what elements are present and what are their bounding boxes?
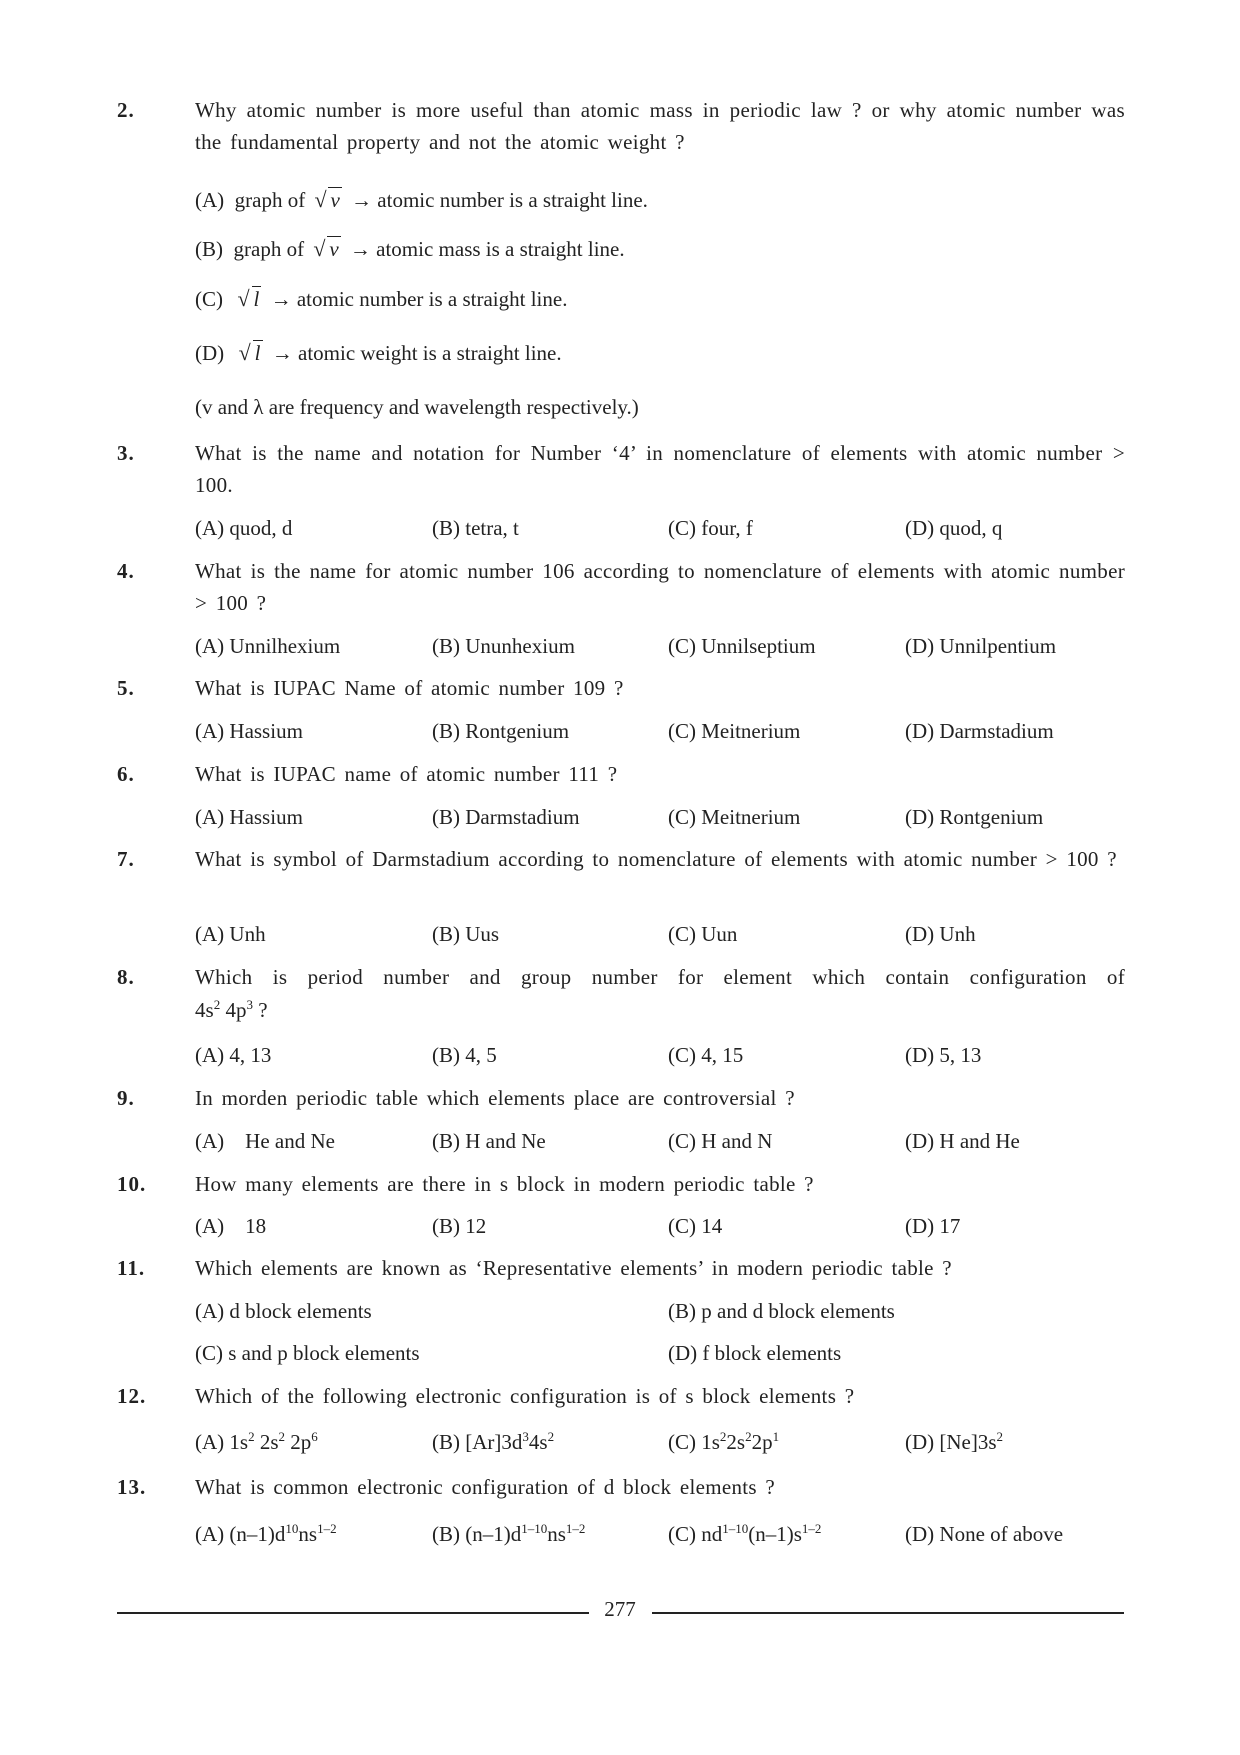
option-text: (B) [Ar]3d <box>432 1430 523 1454</box>
superscript: 1–2 <box>317 1521 337 1536</box>
configuration: $4s^2$ $4p^3$ ? <box>195 997 268 1022</box>
option-text: 2s <box>254 1430 279 1454</box>
option-c <box>668 1522 821 1547</box>
option-a: (A) 4, 13 <box>195 1043 272 1067</box>
superscript: 1–10 <box>521 1521 548 1536</box>
option-d: (D) quod, q <box>905 516 1003 540</box>
question-number: 2. <box>117 98 135 122</box>
square-root: √ l <box>238 287 262 312</box>
question-number: 10. <box>117 1172 147 1196</box>
option-d: (D) f block elements <box>668 1341 842 1365</box>
option-text: 2s <box>726 1430 746 1454</box>
option-d: (D) H and He <box>905 1129 1020 1153</box>
option-b: (B) tetra, t <box>432 516 519 540</box>
question-number: 3. <box>117 441 135 465</box>
superscript: 1–2 <box>801 1521 822 1536</box>
option-c: (C) H and N <box>668 1129 773 1153</box>
option-a: (A) d block elements <box>195 1299 372 1323</box>
option-a: (A) Hassium <box>195 719 303 743</box>
option-text: (B) (n–1)d <box>432 1522 522 1546</box>
option-text: (D) [Ne]3s <box>905 1430 997 1454</box>
question-number: 13. <box>117 1475 147 1499</box>
option-text: 2p <box>751 1430 773 1454</box>
option-c: (C) Uun <box>668 922 738 946</box>
question-text: What is symbol of Darmstadium according to nomenclature of elements with atomic number > 100 ? <box>195 847 1117 871</box>
question-text: Which elements are known as ‘Representative elements’ in modern periodic table ? <box>195 1256 952 1280</box>
option-text: ns <box>298 1522 318 1546</box>
option-a <box>195 1522 337 1547</box>
option-a: (A) graph of √ v → atomic number is a straight line. <box>195 188 648 213</box>
question-number: 6. <box>117 762 135 786</box>
superscript: 10 <box>285 1521 299 1536</box>
superscript: 2 <box>996 1429 1004 1444</box>
question-text: What is the name for atomic number 106 according to nomenclature of elements with atomic number > 100 ? <box>195 559 1125 615</box>
question-text: What is IUPAC name of atomic number 111 ? <box>195 762 618 786</box>
option-b: (B) Uus <box>432 922 500 946</box>
superscript: 2 <box>248 1429 255 1444</box>
question-number: 7. <box>117 847 135 871</box>
option-c: (C) Meitnerium <box>668 719 801 743</box>
question-number: 8. <box>117 965 135 989</box>
option-d: (D) 5, 13 <box>905 1043 982 1067</box>
question-number: 5. <box>117 676 135 700</box>
option-a <box>195 1430 318 1455</box>
superscript: 2 <box>547 1429 555 1444</box>
superscript: 2 <box>719 1429 727 1444</box>
question-text: What is common electronic configuration of d block elements ? <box>195 1475 776 1499</box>
option-a: (A) 18 <box>195 1214 267 1238</box>
option-b: (B) 12 <box>432 1214 487 1238</box>
option-text: 2p <box>285 1430 312 1454</box>
square-root: √ l <box>239 341 263 366</box>
superscript: 2 <box>278 1429 286 1444</box>
option-b: (B) 4, 5 <box>432 1043 497 1067</box>
option-c: (C) s and p block elements <box>195 1341 420 1365</box>
option-c: (C) Meitnerium <box>668 805 801 829</box>
option-d: (D) 17 <box>905 1214 961 1238</box>
option-b: (B) H and Ne <box>432 1129 546 1153</box>
option-b: (B) Rontgenium <box>432 719 570 743</box>
superscript: 3 <box>522 1429 529 1444</box>
option-text: (C) nd <box>668 1522 723 1546</box>
question-note: (v and λ are frequency and wavelength respectively.) <box>195 395 639 419</box>
option-d <box>905 1430 1003 1455</box>
superscript: 2 <box>745 1429 752 1444</box>
question-text: Which of the following electronic configuration is of s block elements ? <box>195 1384 855 1408</box>
option-d: (D) Darmstadium <box>905 719 1054 743</box>
page-number: 277 <box>604 1597 636 1621</box>
option-b: (B) graph of √ v → atomic mass is a straight line. <box>195 237 625 262</box>
superscript: 1 <box>772 1429 780 1444</box>
option-c: (C) 14 <box>668 1214 723 1238</box>
option-a: (A) quod, d <box>195 516 293 540</box>
question-text: What is IUPAC Name of atomic number 109 ? <box>195 676 624 700</box>
option-c: (C) Unnilseptium <box>668 634 816 658</box>
superscript: 1–2 <box>565 1521 586 1536</box>
option-b: (B) p and d block elements <box>668 1299 895 1323</box>
square-root: √ v <box>314 188 341 213</box>
option-text: (C) 1s <box>668 1430 720 1454</box>
question-number: 4. <box>117 559 135 583</box>
question-text: Why atomic number is more useful than atomic mass in periodic law ? or why atomic number was the fundamental property and not the atomic weight ? <box>195 98 1125 154</box>
option-c: (C) four, f <box>668 516 753 540</box>
option-a: (A) Hassium <box>195 805 303 829</box>
option-a: (A) He and Ne <box>195 1129 335 1153</box>
option-a: (A) Unnilhexium <box>195 634 341 658</box>
option-text: (A) (n–1)d <box>195 1522 286 1546</box>
footer-rule-left <box>117 1612 589 1614</box>
question-number: 11. <box>117 1256 146 1280</box>
option-b <box>432 1430 554 1455</box>
option-text: (A) 1s <box>195 1430 249 1454</box>
option-b: (B) Ununhexium <box>432 634 575 658</box>
option-a: (A) Unh <box>195 922 266 946</box>
option-text: (n–1)s <box>748 1522 802 1546</box>
superscript: 1–10 <box>722 1521 749 1536</box>
question-number: 9. <box>117 1086 135 1110</box>
option-d <box>905 1522 1063 1547</box>
option-b <box>432 1522 585 1547</box>
option-d: (D) Rontgenium <box>905 805 1044 829</box>
option-text: 4s <box>528 1430 548 1454</box>
square-root: √ v <box>313 237 340 262</box>
question-text: In morden periodic table which elements place are controversial ? <box>195 1086 795 1110</box>
option-c <box>668 1430 779 1455</box>
option-text: (D) None of above <box>905 1522 1064 1546</box>
question-text: How many elements are there in s block in modern periodic table ? <box>195 1172 814 1196</box>
option-d: (D) √ l → atomic weight is a straight line. <box>195 341 562 366</box>
question-number: 12. <box>117 1384 147 1408</box>
option-b: (B) Darmstadium <box>432 805 580 829</box>
superscript: 6 <box>311 1429 318 1444</box>
option-c: (C) 4, 15 <box>668 1043 744 1067</box>
option-text: ns <box>547 1522 566 1546</box>
footer-rule-right <box>652 1612 1124 1614</box>
option-d: (D) Unh <box>905 922 976 946</box>
question-text: What is the name and notation for Number ‘4’ in nomenclature of elements with atomic number > 100. <box>195 441 1125 497</box>
option-c: (C) √ l → atomic number is a straight line. <box>195 287 567 312</box>
option-d: (D) Unnilpentium <box>905 634 1057 658</box>
question-text: Which is period number and group number for element which contain configuration of <box>195 965 1125 989</box>
